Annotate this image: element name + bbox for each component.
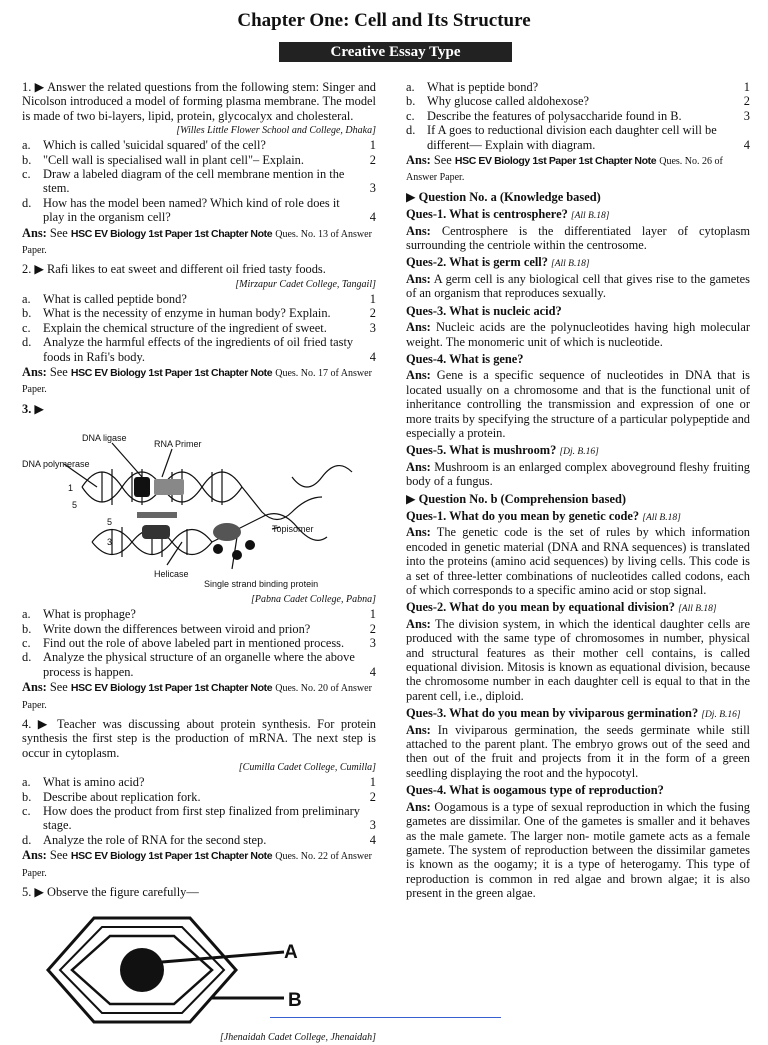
question-item bbox=[406, 80, 750, 94]
answer-ques: Ques. No. 13 of Answer Paper. bbox=[22, 228, 372, 257]
item-marks: 3 bbox=[369, 635, 376, 650]
item-text: Describe about replication fork. bbox=[43, 789, 201, 804]
answer-ques: Ques. No. 26 of Answer Paper. bbox=[406, 156, 723, 184]
question-5-stem: 5. ▶ Observe the figure carefully— bbox=[22, 885, 199, 900]
item-letter: a. bbox=[22, 607, 31, 622]
answer-book: HSC EV Biology 1st Paper 1st Chapter Note bbox=[70, 366, 273, 379]
item-marks: 4 bbox=[369, 832, 376, 847]
item-marks: 2 bbox=[369, 152, 376, 167]
question-text: Ques-3. What do you mean by viviparous germination? bbox=[406, 706, 699, 721]
question-2-source: [Mirzapur Cadet College, Tangail] bbox=[235, 278, 376, 290]
question-item bbox=[22, 790, 376, 804]
answer-label: Ans: bbox=[22, 680, 47, 695]
question-item bbox=[406, 123, 750, 152]
dna-replication-figure bbox=[22, 417, 376, 592]
label-topisomer: Topisomer bbox=[272, 524, 314, 535]
question-3-source: [Pabna Cadet College, Pabna] bbox=[251, 594, 376, 606]
question-text: Ques-3. What is nucleic acid? bbox=[406, 303, 562, 318]
item-marks: 4 bbox=[369, 210, 376, 225]
question-2-stem: 2. ▶ Rafi likes to eat sweet and different oil fried tasty foods. bbox=[22, 262, 326, 277]
question-5-answer-ref bbox=[406, 153, 750, 186]
question-4-answer-ref bbox=[22, 848, 376, 881]
answer-label: Ans: bbox=[406, 153, 431, 168]
comprehension-answer bbox=[406, 723, 750, 781]
item-letter: d. bbox=[22, 832, 32, 847]
item-text: Analyze the physical structure of an organelle where the above process is happen. bbox=[43, 650, 355, 679]
item-marks: 1 bbox=[369, 138, 376, 153]
question-item bbox=[22, 153, 376, 167]
item-text: If A goes to reductional division each daughter cell will be different— Explain with diagram. bbox=[427, 123, 717, 152]
comprehension-answer bbox=[406, 800, 750, 901]
question-item bbox=[22, 167, 376, 196]
knowledge-answer bbox=[406, 368, 750, 440]
label-five-b: 5 bbox=[107, 517, 113, 528]
label-a: A bbox=[284, 942, 298, 964]
item-text: Describe the features of polysaccharide found in B. bbox=[427, 108, 682, 123]
item-letter: c. bbox=[22, 635, 31, 650]
item-letter: c. bbox=[406, 108, 415, 123]
question-ref: [Dj. B.16] bbox=[559, 447, 599, 458]
item-text: Analyze the harmful effects of the ingredients of oil fried tasty foods in Rafi's body. bbox=[43, 335, 354, 364]
question-item bbox=[22, 306, 376, 320]
item-marks: 2 bbox=[369, 306, 376, 321]
item-marks: 3 bbox=[369, 181, 376, 196]
question-text: Ques-2. What do you mean by equational division? bbox=[406, 600, 675, 615]
question-item bbox=[22, 607, 376, 621]
answer-text: Centrosphere is the differentiated layer of cytoplasm surrounding the centriole within the centrosome. bbox=[406, 223, 750, 253]
comprehension-list bbox=[406, 509, 750, 901]
item-letter: d. bbox=[406, 123, 416, 138]
question-item bbox=[406, 109, 750, 123]
answer-label: Ans: bbox=[406, 722, 431, 737]
item-marks: 1 bbox=[369, 291, 376, 306]
answer-book: HSC EV Biology 1st Paper 1st Chapter Note bbox=[70, 227, 273, 240]
knowledge-answer bbox=[406, 320, 750, 349]
item-letter: a. bbox=[22, 138, 31, 153]
item-marks: 3 bbox=[369, 320, 376, 335]
label-dna-ligase: DNA ligase bbox=[82, 433, 127, 444]
question-1-items bbox=[22, 138, 376, 224]
answer-see: See bbox=[49, 680, 68, 695]
label-five-a: 5 bbox=[72, 500, 78, 511]
answer-text: In viviparous germination, the seeds germinate while still attached to the parent plant. The embryo grows out of the seed and then out of the fruit and projects from it in the form of a green seedling displaying the root and the hypocotyl. bbox=[406, 722, 750, 780]
knowledge-question bbox=[406, 255, 750, 271]
left-column bbox=[22, 80, 376, 1045]
question-text: Ques-4. What is gene? bbox=[406, 351, 524, 366]
question-3-items bbox=[22, 607, 376, 679]
question-1-answer-ref bbox=[22, 226, 376, 259]
comprehension-answer bbox=[406, 617, 750, 703]
question-text: Ques-2. What is germ cell? bbox=[406, 255, 548, 270]
question-item bbox=[22, 804, 376, 833]
item-marks: 4 bbox=[743, 137, 750, 152]
knowledge-answer bbox=[406, 460, 750, 489]
answer-ques: Ques. No. 22 of Answer Paper. bbox=[22, 851, 372, 879]
question-ref: [All B.18] bbox=[551, 259, 590, 270]
question-2-answer-ref bbox=[22, 365, 376, 398]
item-letter: b. bbox=[22, 789, 32, 804]
item-marks: 1 bbox=[369, 775, 376, 790]
knowledge-answer bbox=[406, 272, 750, 301]
answer-label: Ans: bbox=[22, 364, 47, 379]
answer-text: Oogamous is a type of sexual reproduction in which the fusing gametes are dissimilar. One of the gametes is smaller and it behaves as the male gamete. The larger non- motile gamete acts as a female gamete. The system of reproduction between the dissimilar gametes is known as the oogamy; it is a type of heterogamy. This type of reproduction is common in red algae and brown algae; it is also present in the green algae. bbox=[406, 799, 750, 901]
answer-label: Ans: bbox=[22, 225, 47, 240]
question-ref: [All B.18] bbox=[642, 512, 681, 523]
answer-label: Ans: bbox=[22, 848, 47, 863]
item-text: What is peptide bond? bbox=[427, 80, 539, 94]
item-letter: c. bbox=[22, 804, 31, 818]
question-item bbox=[22, 138, 376, 152]
answer-label: Ans: bbox=[406, 368, 431, 383]
answer-see: See bbox=[433, 153, 452, 168]
item-letter: a. bbox=[22, 291, 31, 306]
answer-ques: Ques. No. 20 of Answer Paper. bbox=[22, 683, 372, 711]
comprehension-answer bbox=[406, 525, 750, 597]
item-marks: 4 bbox=[369, 664, 376, 679]
question-ref: [All B.18] bbox=[678, 604, 717, 615]
question-5-source: [Jhenaidah Cadet College, Jhenaidah] bbox=[219, 1032, 376, 1044]
question-5-items bbox=[406, 80, 750, 152]
label-single-strand-binding-protein: Single strand binding protein bbox=[204, 579, 319, 590]
item-text: What is prophage? bbox=[43, 607, 136, 622]
comprehension-question bbox=[406, 783, 750, 799]
answer-text: Nucleic acids are the polynucleotides having high molecular weight. The monomeric unit of which is nucleotide. bbox=[406, 320, 750, 349]
question-text: Ques-4. What is oogamous type of reproduction? bbox=[406, 783, 664, 798]
label-three-b: 3 bbox=[107, 537, 113, 548]
item-marks: 2 bbox=[369, 621, 376, 636]
question-4-stem: 4. ▶ Teacher was discussing about protein synthesis. For protein synthesis the first step is the production of mRNA. The next step is occur in cytoplasm. bbox=[22, 716, 376, 760]
item-marks: 1 bbox=[369, 607, 376, 622]
answer-see: See bbox=[49, 225, 68, 240]
item-marks: 4 bbox=[369, 349, 376, 364]
answer-text: Gene is a specific sequence of nucleotides in DNA that is located usually on a chromosome and that is the functional unit of inheritance controlling the transmission and expression of one or more traits by specifying the structure of a particular polypeptide and especially a protein. bbox=[406, 368, 750, 440]
item-text: How does the product from first step finalized from preliminary stage. bbox=[43, 804, 360, 833]
knowledge-question bbox=[406, 443, 750, 459]
item-text: How has the model been named? Which kind of role does it play in the organism cell? bbox=[43, 195, 340, 225]
comprehension-question bbox=[406, 600, 750, 616]
item-letter: b. bbox=[22, 621, 32, 636]
question-ref: [Dj. B.16] bbox=[701, 710, 741, 721]
question-item bbox=[22, 636, 376, 650]
item-letter: b. bbox=[22, 306, 32, 321]
item-text: Analyze the role of RNA for the second step. bbox=[43, 832, 267, 847]
question-item bbox=[22, 650, 376, 679]
knowledge-answer bbox=[406, 224, 750, 253]
item-text: What is called peptide bond? bbox=[43, 291, 187, 306]
knowledge-question bbox=[406, 207, 750, 223]
label-dna-polymerase: DNA polymerase bbox=[22, 459, 90, 470]
item-marks: 3 bbox=[369, 818, 376, 833]
question-item bbox=[406, 94, 750, 108]
item-text: Which is called 'suicidal squared' of the cell? bbox=[43, 138, 266, 153]
question-item bbox=[22, 833, 376, 847]
item-text: What is the necessity of enzyme in human body? Explain. bbox=[43, 306, 331, 321]
answer-book: HSC EV Biology 1st Paper 1st Chapter Note bbox=[70, 682, 273, 695]
answer-text: Mushroom is an enlarged complex aboveground fleshy fruiting body of a fungus. bbox=[406, 459, 750, 489]
item-letter: c. bbox=[22, 167, 31, 182]
item-text: Find out the role of above labeled part in mentioned process. bbox=[43, 635, 345, 650]
answer-see: See bbox=[49, 364, 68, 379]
answer-see: See bbox=[49, 848, 68, 863]
label-one: 1 bbox=[68, 483, 74, 494]
question-item bbox=[22, 335, 376, 364]
item-letter: a. bbox=[22, 775, 31, 790]
question-item bbox=[22, 196, 376, 225]
answer-label: Ans: bbox=[406, 525, 431, 540]
item-text: Why glucose called aldohexose? bbox=[427, 94, 590, 109]
label-b: B bbox=[288, 990, 302, 1012]
item-text: What is amino acid? bbox=[43, 775, 145, 790]
question-item bbox=[22, 775, 376, 789]
label-helicase: Helicase bbox=[154, 569, 189, 580]
answer-label: Ans: bbox=[406, 320, 431, 335]
item-marks: 2 bbox=[743, 94, 750, 109]
knowledge-question bbox=[406, 352, 750, 368]
answer-ques: Ques. No. 17 of Answer Paper. bbox=[22, 367, 372, 396]
item-letter: d. bbox=[22, 650, 32, 665]
answer-book: HSC EV Biology 1st Paper 1st Chapter Note bbox=[454, 155, 657, 168]
question-3-stem: 3. ▶ bbox=[22, 401, 44, 416]
comprehension-question bbox=[406, 509, 750, 525]
question-ref: [All B.18] bbox=[570, 211, 610, 222]
item-letter: d. bbox=[22, 335, 32, 350]
item-letter: b. bbox=[22, 152, 32, 167]
item-letter: a. bbox=[406, 80, 415, 94]
answer-label: Ans: bbox=[406, 271, 431, 286]
question-1-stem: 1. ▶ Answer the related questions from the following stem: Singer and Nicolson introduced a model of forming plasma membrane. The model is made of two bi-layers, lipid, protein, glycocalyx and cholesteral. bbox=[22, 80, 376, 123]
item-marks: 3 bbox=[743, 108, 750, 123]
label-rna-primer: RNA Primer bbox=[154, 439, 202, 450]
question-4-source: [Cumilla Cadet College, Cumilla] bbox=[238, 762, 376, 774]
item-letter: b. bbox=[406, 94, 416, 109]
item-text: Write down the differences between viroid and prion? bbox=[43, 621, 311, 636]
answer-text: The genetic code is the set of rules by which information encoded in genetic material (DNA and RNA sequences) is translated into the proteins (amino acid sequences) by living cells. This code is a set of three-letter combinations of nucleotides called codons, each of which corresponds to a specific amino acid or stop signal. bbox=[406, 525, 750, 597]
item-text: Explain the chemical structure of the ingredient of sweet. bbox=[43, 320, 327, 335]
answer-book: HSC EV Biology 1st Paper 1st Chapter Note bbox=[70, 850, 273, 863]
item-marks: 2 bbox=[369, 789, 376, 804]
comprehension-question bbox=[406, 706, 750, 722]
question-item bbox=[22, 321, 376, 335]
answer-text: A germ cell is any biological cell that gives rise to the gametes of an organism that reproduces sexually. bbox=[406, 271, 750, 301]
question-2-items bbox=[22, 292, 376, 364]
answer-label: Ans: bbox=[406, 459, 431, 474]
footer-link-line[interactable] bbox=[270, 1017, 501, 1018]
question-text: Ques-5. What is mushroom? bbox=[406, 443, 557, 458]
question-1-source: [Willes Little Flower School and College, Dhaka] bbox=[176, 125, 376, 137]
question-text: Ques-1. What do you mean by genetic code? bbox=[406, 508, 640, 523]
right-column bbox=[406, 80, 750, 902]
item-letter: c. bbox=[22, 320, 31, 335]
item-text: "Cell wall is specialised wall in plant cell"– Explain. bbox=[43, 152, 304, 167]
chapter-title: Chapter One: Cell and Its Structure bbox=[237, 10, 531, 31]
answer-label: Ans: bbox=[406, 223, 431, 238]
question-item bbox=[22, 622, 376, 636]
hexagon-cell-figure bbox=[22, 900, 376, 1030]
knowledge-heading: ▶ Question No. a (Knowledge based) bbox=[406, 189, 601, 204]
section-banner: Creative Essay Type bbox=[279, 42, 512, 62]
comprehension-heading: ▶ Question No. b (Comprehension based) bbox=[406, 491, 626, 506]
question-text: Ques-1. What is centrosphere? bbox=[406, 207, 568, 222]
item-text: Draw a labeled diagram of the cell membrane mention in the stem. bbox=[43, 167, 345, 196]
answer-label: Ans: bbox=[406, 799, 431, 814]
knowledge-question bbox=[406, 304, 750, 320]
question-4-items bbox=[22, 775, 376, 847]
answer-text: The division system, in which the identical daughter cells are produced with the same type of chromosomes in number, physical and structural features as their mother cell contains, is called equational division. Mitosis is known as equational division, because the chromosome number in each daughter cell is equal to that in the parent cell, i.e., diploid. bbox=[406, 616, 750, 703]
question-3-answer-ref bbox=[22, 680, 376, 713]
knowledge-list bbox=[406, 207, 750, 488]
item-letter: d. bbox=[22, 195, 32, 210]
item-marks: 1 bbox=[743, 80, 750, 94]
question-item bbox=[22, 292, 376, 306]
answer-label: Ans: bbox=[406, 616, 431, 631]
